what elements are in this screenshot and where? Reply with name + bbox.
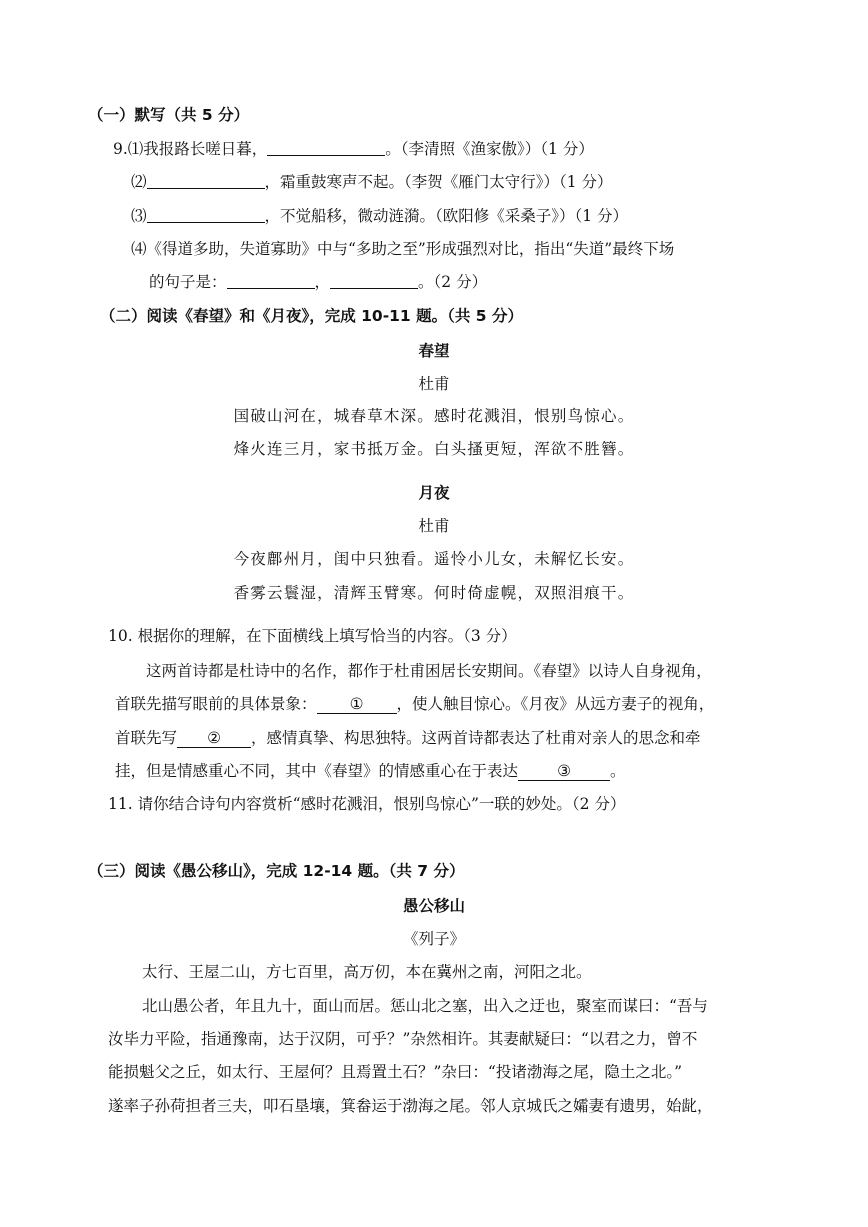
- q9-3-number: ⑶: [131, 207, 147, 225]
- poem1-line-2: 烽火连三月，家书抵万金。白头搔更短，浑欲不胜簪。: [233, 440, 635, 458]
- q10-blank-1: ①: [317, 695, 397, 714]
- q10-line4-prefix: 挂，但是情感重心不同，其中《春望》的情感重心在于表达: [115, 762, 519, 780]
- passage-para-2-line-1: 北山愚公者，年且九十，面山而居。惩山北之塞，出入之迂也，聚室而谋曰：“吾与: [142, 997, 708, 1015]
- poem2-line-1: 今夜鄜州月，闺中只独看。遥怜小儿女，未解忆长安。: [233, 550, 635, 568]
- q10-line3-suffix: ，感情真挚、构思独特。这两首诗都表达了杜甫对亲人的思念和牵: [251, 729, 701, 747]
- q9-4-blank-1: [227, 272, 315, 289]
- q9-1-suffix: 。（李清照《渔家傲》）（1 分）: [385, 140, 594, 158]
- q10-blank-2: ②: [177, 729, 251, 748]
- passage-para-2-line-3: 能损魁父之丘，如太行、王屋何？且焉置土石？”杂曰：“投诸渤海之尾，隐土之北。”: [108, 1063, 683, 1081]
- q9-2-blank: [147, 172, 265, 189]
- poem1-line-1: 国破山河在，城春草木深。感时花溅泪，恨别鸟惊心。: [233, 407, 635, 425]
- q9-3-suffix: ，不觉船移，微动涟漪。（欧阳修《采桑子》）（1 分）: [264, 207, 629, 225]
- q10-line2-prefix: 首联先描写眼前的具体景象：: [115, 695, 317, 713]
- poem2-author: 杜甫: [418, 517, 450, 535]
- q10-prompt: 10. 根据你的理解，在下面横线上填写恰当的内容。（3 分）: [108, 627, 517, 645]
- q10-line2-suffix: ，使人触目惊心。《月夜》从远方妻子的视角，: [396, 695, 715, 713]
- q9-1-prefix: 9.⑴我报路长嗟日暮，: [113, 140, 268, 158]
- q9-4-prefix: 的句子是：: [149, 273, 227, 291]
- q10-para-line-4: [115, 760, 626, 782]
- q10-line3-prefix: 首联先写: [115, 729, 178, 747]
- q10-line4-suffix: 。: [610, 762, 626, 780]
- q10-para-line-3: [115, 727, 701, 749]
- q10-para-line-1: 这两首诗都是杜诗中的名作，都作于杜甫困居长安期间。《春望》以诗人自身视角，: [146, 662, 712, 680]
- section-1-heading: （一）默写（共 5 分）: [88, 106, 250, 124]
- q10-blank-3: ③: [518, 762, 610, 781]
- q10-para-line-2: [115, 693, 714, 715]
- q9-3-blank: [147, 206, 265, 223]
- poem2-line-2: 香雾云鬟湿，清辉玉臂寒。何时倚虚幌，双照泪痕干。: [233, 584, 635, 602]
- passage-source: 《列子》: [402, 930, 465, 948]
- poem1-author: 杜甫: [418, 375, 450, 393]
- poem1-title: 春望: [418, 342, 450, 360]
- section-3-heading: （三）阅读《愚公移山》，完成 12-14 题。（共 7 分）: [88, 862, 465, 880]
- q9-2-number: ⑵: [131, 173, 147, 191]
- section-2-heading: （二）阅读《春望》和《月夜》，完成 10-11 题。（共 5 分）: [100, 307, 523, 325]
- q9-1-blank: [267, 139, 385, 156]
- q9-4-comma: ，: [314, 273, 331, 291]
- passage-para-2-line-4: 遂率子孙荷担者三夫，叩石垦壤，箕畚运于渤海之尾。邻人京城氏之孀妻有遗男，始龀，: [108, 1097, 713, 1115]
- q9-4-suffix: 。（2 分）: [418, 273, 488, 291]
- q9-4-blank-2: [330, 272, 418, 289]
- passage-para-1: 太行、王屋二山，方七百里，高万仞，本在冀州之南，河阳之北。: [142, 963, 592, 981]
- q9-4-line2: [149, 271, 487, 293]
- q9-1: [113, 138, 594, 160]
- q9-3: [131, 205, 628, 227]
- passage-para-2-line-2: 汝毕力平险，指通豫南，达于汉阴，可乎？”杂然相许。其妻献疑曰：“以君之力，曾不: [108, 1030, 698, 1048]
- passage-title: 愚公移山: [402, 897, 465, 915]
- q9-4-line1: ⑷《得道多助，失道寡助》中与“多助之至”形成强烈对比，指出“失道”最终下场: [131, 240, 675, 258]
- q11-prompt: 11. 请你结合诗句内容赏析“感时花溅泪，恨别鸟惊心”一联的妙处。（2 分）: [108, 795, 626, 813]
- poem2-title: 月夜: [418, 484, 450, 502]
- q9-2: [131, 171, 613, 193]
- q9-2-suffix: ，霜重鼓寒声不起。（李贺《雁门太守行》）（1 分）: [264, 173, 613, 191]
